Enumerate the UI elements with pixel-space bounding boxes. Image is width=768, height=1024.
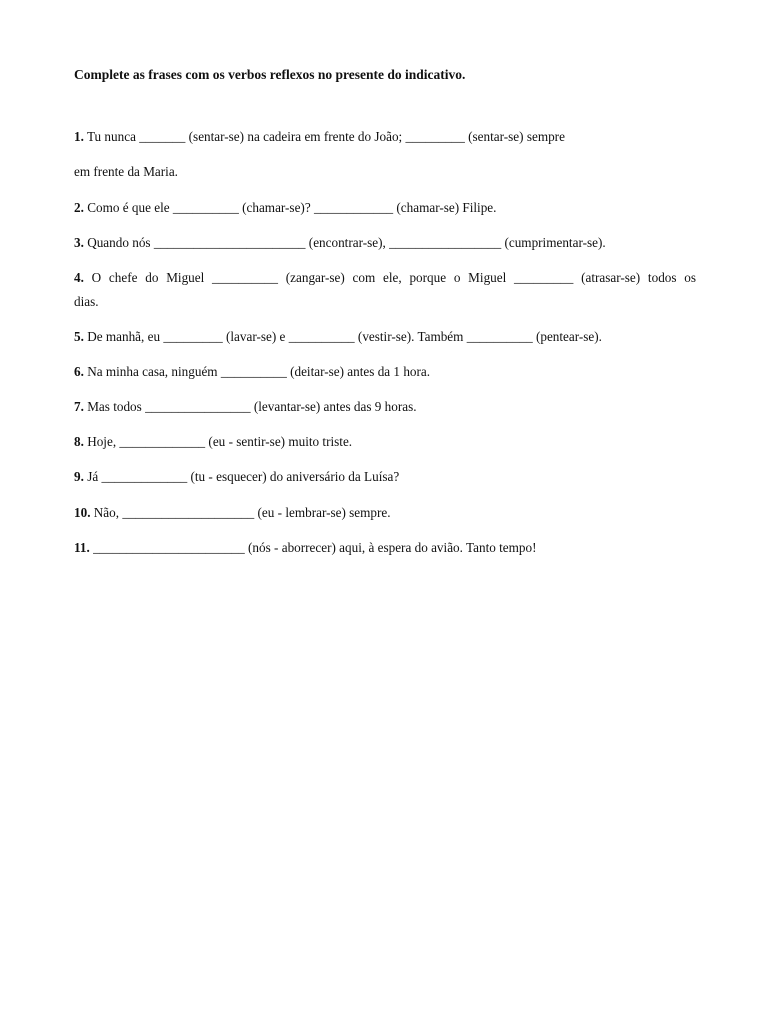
exercise-number: 11. xyxy=(74,540,90,555)
exercise-1-continuation xyxy=(74,163,178,181)
exercise-number: 1. xyxy=(74,129,84,144)
exercise-number: 3. xyxy=(74,235,84,250)
exercise-8 xyxy=(74,433,352,451)
page-title: Complete as frases com os verbos reflexos no presente do indicativo. xyxy=(74,67,466,82)
exercise-number: 7. xyxy=(74,399,84,414)
exercise-4 xyxy=(74,269,696,287)
exercise-10 xyxy=(74,504,391,522)
exercise-6 xyxy=(74,363,430,381)
exercise-9 xyxy=(74,468,399,486)
exercise-text: Tu nunca _______ (sentar-se) na cadeira em frente do João; _________ (sentar-se) sempre xyxy=(83,129,565,144)
exercise-text: Na minha casa, ninguém __________ (deitar-se) antes da 1 hora. xyxy=(83,364,431,379)
exercise-number: 9. xyxy=(74,469,84,484)
exercise-text: Já _____________ (tu - esquecer) do aniversário da Luísa? xyxy=(83,469,400,484)
exercise-text: Não, ____________________ (eu - lembrar-se) sempre. xyxy=(90,505,391,520)
exercise-2 xyxy=(74,199,496,217)
exercise-text: _______________________ (nós - aborrecer) aqui, à espera do avião. Tanto tempo! xyxy=(89,540,537,555)
exercise-number: 4. xyxy=(74,270,84,285)
exercise-text: Quando nós _______________________ (encontrar-se), _________________ (cumprimentar-se). xyxy=(83,235,606,250)
exercise-number: 5. xyxy=(74,329,84,344)
exercise-number: 10. xyxy=(74,505,91,520)
exercise-4-continuation xyxy=(74,293,99,311)
exercise-number: 8. xyxy=(74,434,84,449)
exercise-text: O chefe do Miguel __________ (zangar-se) com ele, porque o Miguel _________ (atrasar-se) todos os xyxy=(83,270,696,285)
exercise-text: em frente da Maria. xyxy=(74,164,178,179)
exercise-7 xyxy=(74,398,417,416)
exercise-text: De manhã, eu _________ (lavar-se) e __________ (vestir-se). Também __________ (pentear-se). xyxy=(83,329,602,344)
exercise-number: 6. xyxy=(74,364,84,379)
exercise-number: 2. xyxy=(74,200,84,215)
exercise-11 xyxy=(74,539,537,557)
exercise-5 xyxy=(74,328,602,346)
exercise-text: Mas todos ________________ (levantar-se) antes das 9 horas. xyxy=(83,399,417,414)
exercise-3 xyxy=(74,234,606,252)
exercise-1 xyxy=(74,128,565,146)
exercise-text: dias. xyxy=(74,294,99,309)
exercise-text: Hoje, _____________ (eu - sentir-se) muito triste. xyxy=(83,434,353,449)
exercise-text: Como é que ele __________ (chamar-se)? ____________ (chamar-se) Filipe. xyxy=(83,200,497,215)
